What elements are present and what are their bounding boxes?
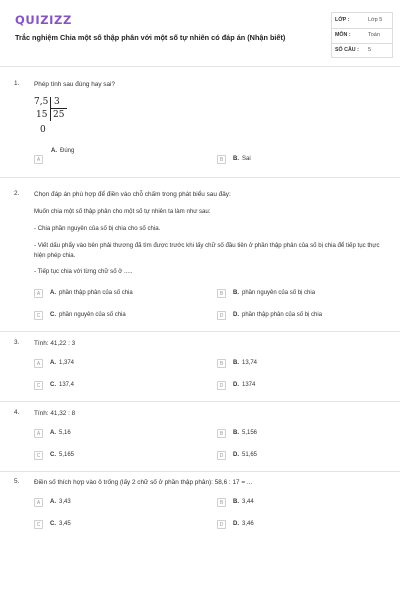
option-badge: D xyxy=(217,451,226,460)
division-quotient: 25 xyxy=(53,110,65,120)
question-divider xyxy=(0,331,400,332)
question-paragraph: - Viết dấu phẩy vào bên phải thương đã tìm được trước khi lấy chữ số đầu tiên ở phần thập phân của số bị chia để tiếp tục thực hiện phép chia. xyxy=(34,242,380,259)
option-badge: C xyxy=(34,381,43,390)
question-paragraph: Muốn chia một số thập phân cho một số tự nhiên ta làm như sau: xyxy=(34,208,211,215)
question-paragraph: - Chia phần nguyên của số bị chia cho số chia. xyxy=(34,225,161,232)
option-text: Đúng xyxy=(60,148,75,154)
option-text: 5,16 xyxy=(59,430,71,436)
option-text: phần nguyên của số bị chia xyxy=(242,290,316,296)
question-divider xyxy=(0,471,400,472)
option-text: Sai xyxy=(242,156,251,162)
option-letter: D. xyxy=(233,452,239,458)
meta-value: Toán xyxy=(368,32,380,38)
option-text: 3,43 xyxy=(59,499,71,505)
option-letter: B. xyxy=(233,290,239,296)
option-badge: A xyxy=(34,359,43,368)
option-badge: D xyxy=(217,381,226,390)
option-letter: D. xyxy=(233,521,239,527)
option-letter: D. xyxy=(233,382,239,388)
meta-row-count xyxy=(332,43,392,58)
division-final: 0 xyxy=(40,125,46,135)
option-badge: B xyxy=(217,289,226,298)
worksheet-title: Trắc nghiệm Chia một số thập phân với một số tự nhiên có đáp án (Nhận biết) xyxy=(15,33,286,42)
meta-label: MÔN : xyxy=(335,32,351,38)
option-badge: B xyxy=(217,498,226,507)
long-division xyxy=(34,97,74,139)
option-text: 1,374 xyxy=(59,360,75,366)
option-text: phần thập phân của số bị chia xyxy=(242,312,323,318)
option-badge: A xyxy=(34,498,43,507)
question-text: Điền số thích hợp vào ô trống (lấy 2 chữ số ở phần thập phân): 58,6 : 17 = ... xyxy=(34,479,253,486)
option-letter: B. xyxy=(233,499,239,505)
option-badge: D xyxy=(217,520,226,529)
option-badge: B xyxy=(217,155,226,164)
meta-table xyxy=(331,12,393,58)
option-badge: A xyxy=(34,155,43,164)
option-letter: A. xyxy=(50,499,56,505)
option-letter: C. xyxy=(50,452,56,458)
meta-row-class xyxy=(332,13,392,29)
option-badge: B xyxy=(217,429,226,438)
question-number: 1. xyxy=(14,80,20,87)
meta-row-subject xyxy=(332,28,392,44)
option-text: 3,44 xyxy=(242,499,254,505)
option-letter: C. xyxy=(50,521,56,527)
option-text: 5,165 xyxy=(59,452,75,458)
option-badge: A xyxy=(34,289,43,298)
question-number: 2. xyxy=(14,190,20,197)
division-divisor: 3 xyxy=(54,97,60,107)
option-letter: A. xyxy=(50,360,56,366)
question-divider xyxy=(0,401,400,402)
meta-label: LỚP : xyxy=(335,17,350,23)
option-letter: A. xyxy=(51,148,57,154)
option-text: 5,156 xyxy=(242,430,258,436)
question-divider xyxy=(0,177,400,178)
option-letter: D. xyxy=(233,312,239,318)
option-text: 3,45 xyxy=(59,521,71,527)
division-dividend: 7,5 xyxy=(34,97,49,107)
division-horizontal-bar xyxy=(50,108,67,109)
option-text: phần thập phân của số chia xyxy=(59,290,133,296)
option-letter: C. xyxy=(50,312,56,318)
question-text: Chọn đáp án phù hợp để điền vào chỗ chấm trong phát biểu sau đây: xyxy=(34,191,231,198)
question-number: 3. xyxy=(14,339,20,346)
header-divider xyxy=(0,66,400,67)
option-text: 51,65 xyxy=(242,452,258,458)
option-badge: C xyxy=(34,311,43,320)
question-paragraph: - Tiếp tục chia với từng chữ số ở ..... xyxy=(34,268,133,275)
option-letter: A. xyxy=(50,290,56,296)
question-text: Tính: 41,22 : 3 xyxy=(34,340,76,347)
question-text: Phép tính sau đúng hay sai? xyxy=(34,81,116,88)
division-line: 15 xyxy=(36,110,48,120)
option-letter: C. xyxy=(50,382,56,388)
option-badge: C xyxy=(34,451,43,460)
option-badge: A xyxy=(34,429,43,438)
meta-value: Lớp 5 xyxy=(368,17,383,23)
question-number: 5. xyxy=(14,478,20,485)
option-letter: A. xyxy=(50,430,56,436)
option-text: 137,4 xyxy=(59,382,75,388)
meta-value: 5 xyxy=(368,47,372,53)
option-letter: B. xyxy=(233,430,239,436)
option-letter: B. xyxy=(233,360,239,366)
division-vertical-bar xyxy=(50,97,51,121)
option-letter: B. xyxy=(233,156,239,162)
question-number: 4. xyxy=(14,409,20,416)
option-badge: C xyxy=(34,520,43,529)
meta-label: SỐ CÂU : xyxy=(335,47,359,53)
quizizz-logo: QUIZIZZ xyxy=(15,13,72,27)
question-text: Tính: 41,32 : 8 xyxy=(34,410,76,417)
option-badge: D xyxy=(217,311,226,320)
option-text: 13,74 xyxy=(242,360,258,366)
option-text: phần nguyên của số chia xyxy=(59,312,126,318)
option-text: 1374 xyxy=(242,382,256,388)
option-text: 3,46 xyxy=(242,521,254,527)
option-badge: B xyxy=(217,359,226,368)
